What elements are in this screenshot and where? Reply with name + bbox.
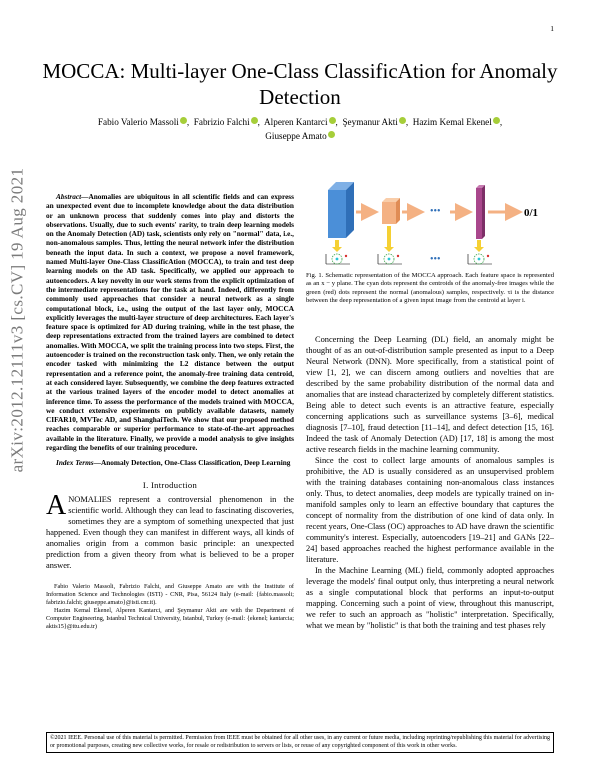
orcid-icon[interactable] [399, 117, 406, 124]
feature-space-3 [468, 254, 492, 264]
author: Fabrizio Falchi [193, 117, 250, 127]
orcid-icon[interactable] [251, 117, 258, 124]
orcid-icon[interactable] [329, 117, 336, 124]
section-heading-introduction: I. Introduction [142, 479, 198, 490]
left-column [46, 192, 294, 631]
right-column [306, 176, 554, 631]
page-number: 1 [550, 24, 554, 33]
orcid-icon[interactable] [493, 117, 500, 124]
arxiv-stamp[interactable] [4, 60, 30, 580]
copyright-notice: ©2021 IEEE. Personal use of this material is permitted. Permission from IEEE must be obtained for all other uses, in any current or future media, including reprinting/republishing this material for advertising or promotional purposes, creating new collective works, for resale or redistribution to servers or lists, or reuse of any copyrighted component of this work in other works. [46, 732, 554, 753]
right-body [306, 334, 554, 631]
ellipsis-dots: ••• [430, 206, 441, 217]
arrow-down-head [332, 247, 342, 252]
abstract-lead: Abstract [56, 192, 82, 201]
index-terms-lead: Index Terms [56, 458, 94, 468]
paragraph: In the Machine Learning (ML) field, commonly adopted approaches leverage the models' final output only, thus interpreting a neural network as a single computational block that performs an input-to-output mapping. Concerning such a point of view, throughout this manuscript, we refer to such an approach as "holistic" interpretation. Specifically, what we mean by "holistic" is that both the training and test phases rely [306, 565, 554, 630]
orcid-icon[interactable] [180, 117, 187, 124]
input-layer-block [328, 182, 354, 238]
dropcap: A [46, 489, 67, 521]
footnote-affiliation-isti: Fabio Valerio Massoli, Fabrizio Falchi, and Giuseppe Amato are with the Institute of Information Science and Technologies (ISTI) - CNR, Pisa, 56124 Italy (e-mail: {fabio.massoli; fabrizio.falchi; giuseppe.amato}@isti.cnr.it). [46, 582, 294, 606]
figure-caption: Fig. 1. Schematic representation of the MOCCA approach. Each feature space is represented as an x − y plane. The cyan dots represent the centroids of the anomaly-free images while the green (red) dots represent the normal (anomalous) samples, respectively. τi is the distance between the deep representation of a given input image from the centroid at layer i. [306, 272, 554, 305]
author: Hazim Kemal Ekenel [412, 117, 492, 127]
output-label: 0/1 [524, 207, 539, 219]
introduction-paragraph [46, 489, 294, 571]
author: Şeymanur Akti [342, 117, 398, 127]
orcid-icon[interactable] [328, 131, 335, 138]
abstract-text: —Anomalies are ubiquitous in all scientific fields and can express an unexpected event due to incomplete knowledge about the data distribution or an unknown process that suddenly comes into play and distorts the observations. Usually, due to such events' rarity, to train deep learning models on the Anomaly Detection (AD) task, scientists only rely on "normal" data, i.e., non-anomalous samples. Thus, letting the neural network infer the distribution beneath the input data. In such a context, we propose a novel framework, named Multi-layer One-Class ClassificAtion (MOCCA), to train and test deep learning models on the AD task. Specifically, we applied our approach to autoencoders. A key novelty in our work stems from the explicit optimization of the intermediate representations for the task at hand. Indeed, differently from commonly used approaches that consider a neural network as a single computational block, i.e., using the output of the last layer only, MOCCA explicitly leverages the multi-layer structure of deep architectures. Each layer's feature space is optimized for AD during training, while in the test phase, the deep representations extracted from the trained layers are combined to detect anomalies. With MOCCA, we split the training process into two steps. First, the autoencoder is trained on the reconstruction task only. Then, we only retain the encoder tasked with minimizing the L2 distance between the output representation and a reference point, the anomaly-free training data centroid, at each considered layer. Subsequently, we combine the deep features extracted at the various trained layers of the encoder model to detect anomalies at inference time. To assess the performance of the models trained with MOCCA, we conduct extensive experiments on publicly available datasets, namely CIFAR10, MVTec AD, and ShanghaiTech. We show that our proposed method reaches comparable or superior performance to state-of-the-art approaches available in the literature. Finally, we provide a model analysis to give insights regarding the benefits of our training procedure. [46, 192, 294, 453]
introduction-text: NOMALIES represent a controversial phenomenon in the scientific world. Although they can lead to fascinating discoveries, sometimes they are a symptom of something unexpected that just happened. Even though they can manifest in different ways, all kinds of anomalies origin from a common basic principle: an unexpected prediction from a given theory from what is believed to be a proper answer. [46, 494, 294, 570]
author: Giuseppe Amato [265, 131, 327, 141]
author: Alperen Kantarci [264, 117, 328, 127]
abstract [46, 192, 294, 452]
paragraph: Concerning the Deep Learning (DL) field, an anomaly might be thought of as an out-of-distribution sample presented as input to a Deep Neural Network (DNN). More specifically, from a statistical point of view [1, 2], we can discern among outliers and novelties that are described by the same probability distribution of the normal data and anomalies that are instead characterized by completely different statistics. Being able to detect such events is an attractive feature, especially concerning applications such as surveillance systems [3–6], medical diagnosis [7–10], fraud detection [11–14], and defect detection [15, 16]. Indeed the task of Anomaly Detection (AD) [17, 18] is among the most active research fields in the machine learning community. [306, 334, 554, 454]
figure-mocca-schematic [306, 176, 554, 264]
footnote-affiliation-itu: Hazim Kemal Ekenel, Alperen Kantarci, and Şeymanur Akti are with the Department of Computer Engineering, Istanbul Technical University, Istanbul, Turkey (e-mail: {ekenel; kantarcia; aktis15}@itu.edu.tr) [46, 606, 294, 630]
arrow-down-head [384, 247, 394, 252]
ellipsis-dots: ••• [430, 254, 441, 265]
paper-title: MOCCA: Multi-layer One-Class ClassificAtion for Anomaly Detection [42, 59, 558, 109]
index-terms-text: —Anomaly Detection, One-Class Classification, Deep Learning [93, 458, 291, 468]
arrow-down-head [474, 247, 484, 252]
author-list: Fabio Valerio Massoli , Fabrizio Falchi , Alperen Kantarci , Şeymanur Akti , Hazim Kemal Ekenel , Giuseppe Amato [97, 117, 503, 141]
feature-space-2 [378, 254, 402, 264]
output-layer-block [476, 185, 485, 239]
author: Fabio Valerio Massoli [97, 117, 179, 127]
arxiv-stamp-text[interactable]: arXiv:2012.12111v3 [cs.CV] 19 Aug 2021 [7, 167, 26, 473]
index-terms [46, 458, 294, 467]
feature-space-1 [326, 254, 350, 264]
hidden-layer-block [382, 198, 400, 224]
mocca-diagram [306, 176, 554, 266]
paragraph: Since the cost to collect large amounts of anomalous samples is prohibitive, the AD is usually considered as an unsupervised problem with the training databases containing non-anomalous class instances only. Thus, to detect anomalies, deep models are typically trained on in-manifold samples only to learn an effective boundary that captures the concept of normality from the distribution of one kind of data only. In recent years, One-Class (OC) approaches to AD have drawn the scientific community's interest. Especially, autoencoders [19–21] and GANs [22–24] based approaches reached the highest performance available in the literature. [306, 455, 554, 564]
